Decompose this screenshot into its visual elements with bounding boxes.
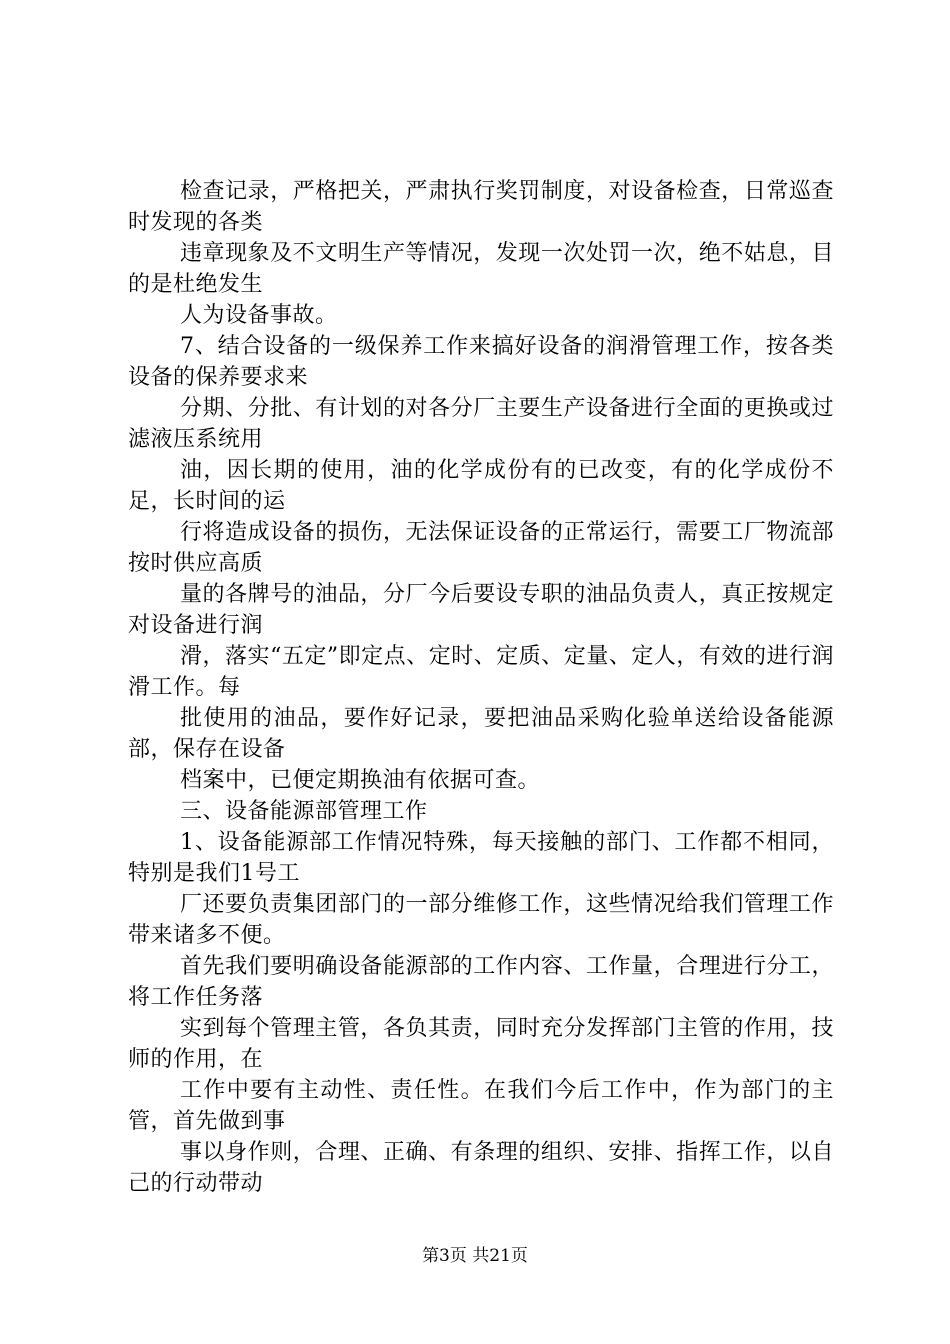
paragraph: 事以身作则，合理、正确、有条理的组织、安排、指挥工作，以自己的行动带动	[128, 1140, 834, 1196]
section-heading: 三、设备能源部管理工作	[180, 799, 428, 824]
paragraph: 实到每个管理主管，各负其责，同时充分发挥部门主管的作用，技师的作用，在	[128, 1016, 834, 1072]
document-body	[128, 176, 834, 1199]
page-number-label: 第3页 共21页	[422, 1246, 528, 1266]
paragraph: 首先我们要明确设备能源部的工作内容、工作量，合理进行分工，将工作任务落	[128, 954, 834, 1010]
paragraph: 1、设备能源部工作情况特殊，每天接触的部门、工作都不相同，特别是我们1号工	[128, 830, 834, 886]
paragraph: 量的各牌号的油品，分厂今后要设专职的油品负责人，真正按规定对设备进行润	[128, 582, 834, 638]
paragraph: 7、结合设备的一级保养工作来搞好设备的润滑管理工作，按各类设备的保养要求来	[128, 334, 834, 390]
paragraph: 批使用的油品，要作好记录，要把油品采购化验单送给设备能源部，保存在设备	[128, 706, 834, 762]
paragraph: 档案中，已便定期换油有依据可查。	[180, 768, 541, 793]
paragraph: 违章现象及不文明生产等情况，发现一次处罚一次，绝不姑息，目的是杜绝发生	[128, 241, 834, 297]
paragraph: 滑，落实“五定”即定点、定时、定质、定量、定人，有效的进行润滑工作。每	[128, 644, 834, 700]
paragraph: 检查记录，严格把关，严肃执行奖罚制度，对设备检查，日常巡查时发现的各类	[128, 179, 834, 235]
paragraph: 油，因长期的使用，油的化学成份有的已改变，有的化学成份不足，长时间的运	[128, 458, 834, 514]
page-footer	[0, 1244, 950, 1268]
paragraph: 人为设备事故。	[180, 303, 338, 328]
paragraph: 工作中要有主动性、责任性。在我们今后工作中，作为部门的主管，首先做到事	[128, 1078, 834, 1134]
paragraph: 行将造成设备的损伤，无法保证设备的正常运行，需要工厂物流部按时供应高质	[128, 520, 834, 576]
paragraph: 分期、分批、有计划的对各分厂主要生产设备进行全面的更换或过滤液压系统用	[128, 396, 834, 452]
paragraph: 厂还要负责集团部门的一部分维修工作，这些情况给我们管理工作带来诸多不便。	[128, 892, 834, 948]
